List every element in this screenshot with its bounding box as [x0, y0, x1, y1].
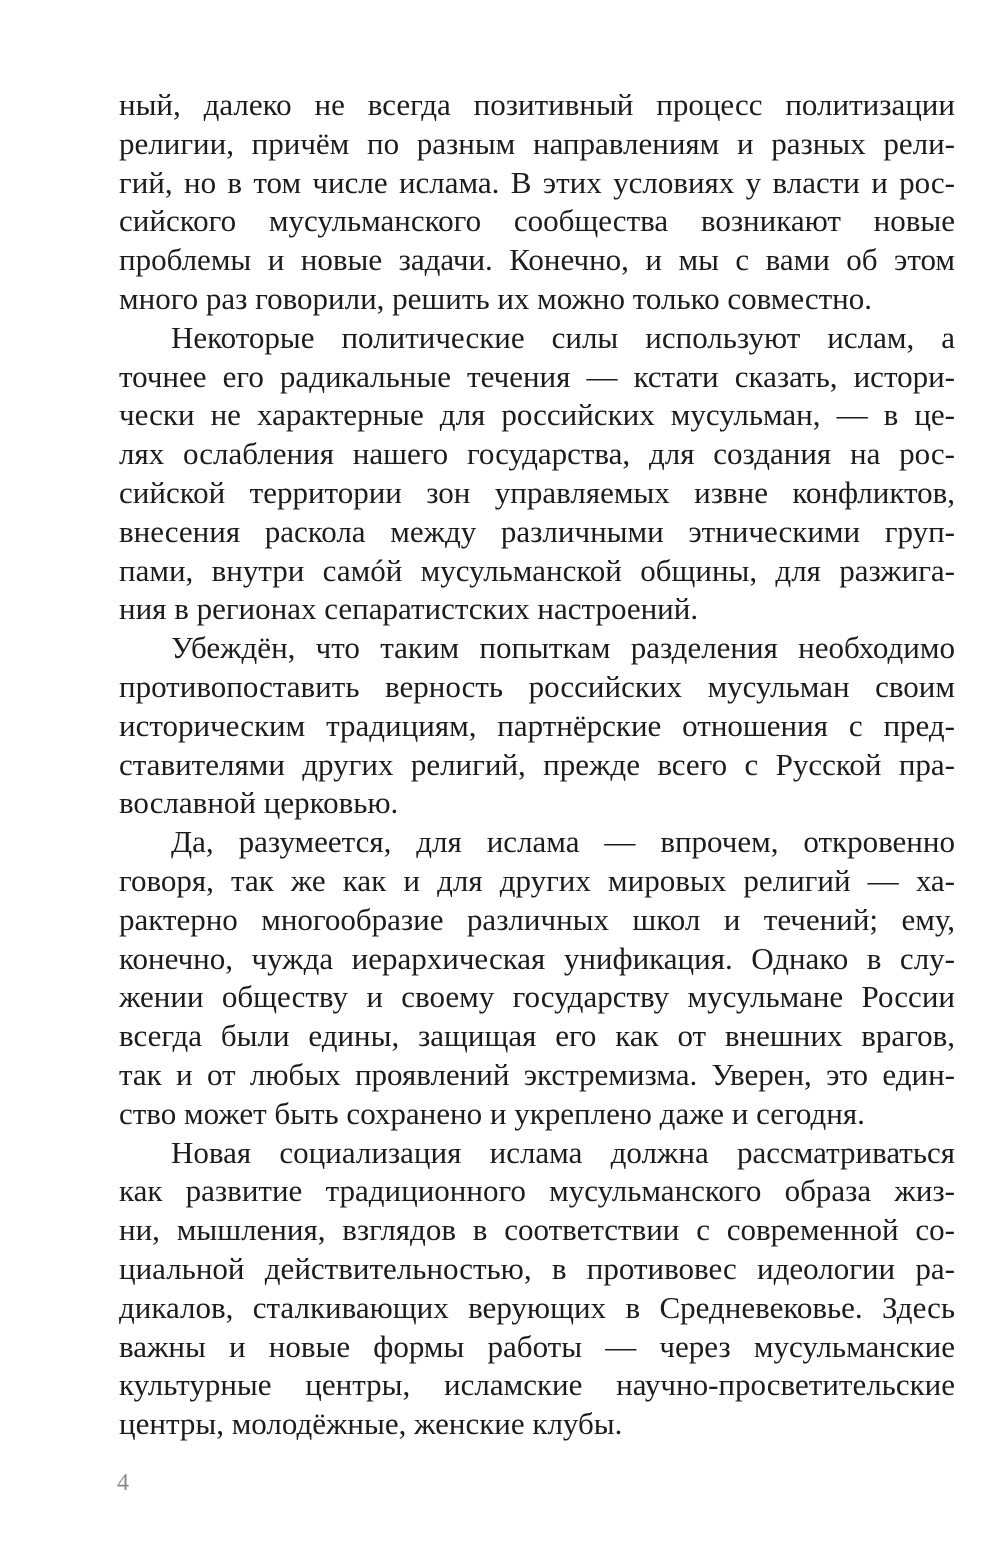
text-line: культурные центры, исламские научно-просветительские — [119, 1367, 955, 1403]
paragraph — [119, 319, 955, 629]
text-line: циальной действительностью, в противовес идеологии ра- — [119, 1250, 955, 1286]
text-line: точнее его радикальные течения — кстати сказать, истори- — [119, 358, 955, 394]
paragraph — [119, 823, 955, 1133]
body-text — [119, 86, 955, 1444]
text-line: много раз говорили, решить их можно только совместно. — [119, 280, 873, 316]
text-line: центры, молодёжные, женские клубы. — [119, 1406, 623, 1442]
text-line: Убеждён, что таким попыткам разделения необходимо — [171, 630, 955, 666]
text-line: сийской территории зон управляемых извне конфликтов, — [119, 474, 955, 510]
text-line: внесения раскола между различными этническими груп- — [119, 513, 955, 549]
page-number: 4 — [117, 1470, 129, 1496]
text-line: дикалов, сталкивающих верующих в Средневековье. Здесь — [119, 1289, 955, 1325]
text-line: всегда были едины, защищая его как от внешних врагов, — [119, 1018, 955, 1054]
text-line: Некоторые политические силы используют ислам, а — [171, 319, 955, 355]
paragraph — [119, 86, 955, 319]
text-line: Новая социализация ислама должна рассматриваться — [171, 1134, 955, 1170]
text-line: проблемы и новые задачи. Конечно, и мы с вами об этом — [119, 242, 955, 278]
text-line: пами, внутри самóй мусульманской общины, для разжига- — [119, 552, 955, 588]
text-line: так и от любых проявлений экстремизма. Уверен, это един- — [119, 1056, 955, 1092]
text-line: жении обществу и своему государству мусульмане России — [119, 979, 955, 1015]
text-line: важны и новые формы работы — через мусульманские — [119, 1328, 955, 1364]
text-line: сийского мусульманского сообщества возникают новые — [119, 203, 955, 239]
paragraph — [119, 1134, 955, 1444]
text-line: противопоставить верность российских мусульман своим — [119, 668, 955, 704]
text-line: историческим традициям, партнёрские отношения с пред- — [119, 707, 955, 743]
text-line: Да, разумеется, для ислама — впрочем, откровенно — [171, 824, 955, 860]
text-line: рактерно многообразие различных школ и течений; ему, — [119, 901, 955, 937]
text-line: лях ослабления нашего государства, для создания на рос- — [119, 436, 955, 472]
text-line: чески не характерные для российских мусульман, — в це- — [119, 397, 955, 433]
text-line: ния в регионах сепаратистских настроений. — [119, 591, 699, 627]
text-line: ни, мышления, взглядов в соответствии с современной со- — [119, 1212, 955, 1248]
text-line: религии, причём по разным направлениям и разных рели- — [119, 125, 955, 161]
text-line: как развитие традиционного мусульманского образа жиз- — [119, 1173, 955, 1209]
text-line: гий, но в том числе ислама. В этих условиях у власти и рос- — [119, 164, 955, 200]
text-line: конечно, чужда иерархическая унификация. Однако в слу- — [119, 940, 955, 976]
text-line: говоря, так же как и для других мировых религий — ха- — [119, 862, 955, 898]
text-line: вославной церковью. — [119, 785, 399, 821]
text-line: ный, далеко не всегда позитивный процесс политизации — [119, 87, 955, 122]
text-line: ство может быть сохранено и укреплено даже и сегодня. — [119, 1095, 865, 1131]
paragraph — [119, 629, 955, 823]
text-line: ставителями других религий, прежде всего с Русской пра- — [119, 746, 955, 782]
